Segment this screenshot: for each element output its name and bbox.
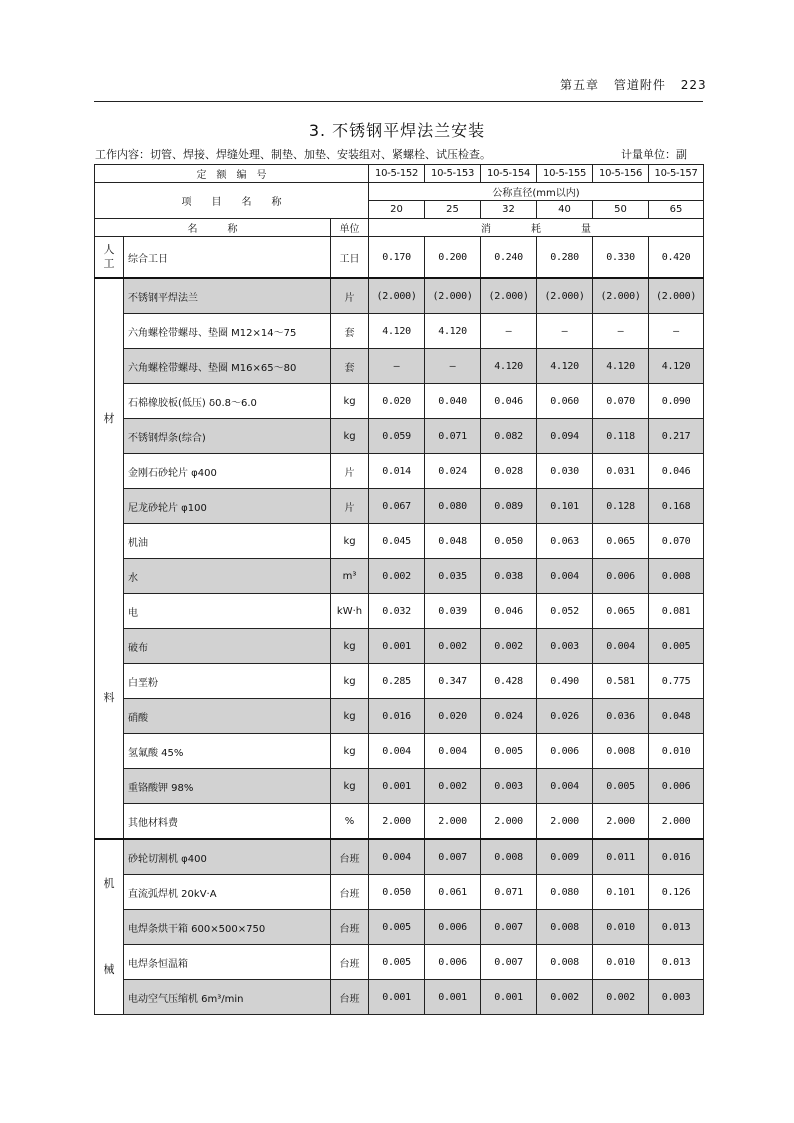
item-name: 六角螺栓带螺母、垫圈 M12×14～75 bbox=[124, 314, 331, 349]
table-row bbox=[95, 699, 704, 734]
consumption-value: 2.000 bbox=[425, 804, 481, 840]
category-char: 人 bbox=[103, 243, 115, 256]
consumption-value: 0.045 bbox=[369, 524, 425, 559]
consumption-value: 0.039 bbox=[425, 594, 481, 629]
consumption-value: 0.775 bbox=[649, 664, 704, 699]
item-unit: 台班 bbox=[331, 875, 369, 910]
item-unit: kg bbox=[331, 734, 369, 769]
consumption-value: 0.031 bbox=[593, 454, 649, 489]
table-row bbox=[95, 980, 704, 1015]
consumption-value: 0.002 bbox=[425, 769, 481, 804]
consumption-value: — bbox=[593, 314, 649, 349]
consumption-value: 0.090 bbox=[649, 384, 704, 419]
item-name: 机油 bbox=[124, 524, 331, 559]
table-row bbox=[95, 734, 704, 769]
consumption-value: 0.063 bbox=[537, 524, 593, 559]
work-content: 工作内容：切管、焊接、焊缝处理、制垫、加垫、安装组对、紧螺栓、试压检查。 bbox=[95, 148, 491, 161]
consumption-value: 0.006 bbox=[537, 734, 593, 769]
quota-code: 10-5-157 bbox=[649, 165, 704, 183]
consumption-value: 0.007 bbox=[425, 839, 481, 875]
quota-code-label: 定 额 编 号 bbox=[95, 165, 369, 183]
consumption-value: 0.048 bbox=[649, 699, 704, 734]
item-name: 不锈钢焊条(综合) bbox=[124, 419, 331, 454]
consumption-value: 0.008 bbox=[593, 734, 649, 769]
consumption-value: 0.001 bbox=[369, 629, 425, 664]
consumption-value: 0.014 bbox=[369, 454, 425, 489]
consumption-value: 4.120 bbox=[369, 314, 425, 349]
item-unit: kg bbox=[331, 629, 369, 664]
consumption-value: 0.004 bbox=[537, 559, 593, 594]
consumption-value: 0.067 bbox=[369, 489, 425, 524]
consumption-value: 0.168 bbox=[649, 489, 704, 524]
consumption-value: 0.002 bbox=[369, 559, 425, 594]
item-unit: 片 bbox=[331, 489, 369, 524]
table-row bbox=[95, 945, 704, 980]
quota-table bbox=[94, 164, 704, 1015]
consumption-value: 0.118 bbox=[593, 419, 649, 454]
table-row bbox=[95, 629, 704, 664]
consumption-value: 0.001 bbox=[369, 769, 425, 804]
item-name: 尼龙砂轮片 φ100 bbox=[124, 489, 331, 524]
consumption-value: — bbox=[369, 349, 425, 384]
consumption-value: 0.007 bbox=[481, 945, 537, 980]
consumption-value: 0.061 bbox=[425, 875, 481, 910]
consumption-value: 0.024 bbox=[425, 454, 481, 489]
table-row bbox=[95, 384, 704, 419]
consumption-value: 0.060 bbox=[537, 384, 593, 419]
category-char: 机 bbox=[103, 877, 115, 891]
consumption-value: (2.000) bbox=[425, 278, 481, 314]
table-row bbox=[95, 237, 704, 279]
consumption-value: 0.094 bbox=[537, 419, 593, 454]
consumption-value: 0.052 bbox=[537, 594, 593, 629]
name-column-header: 名 称 bbox=[95, 219, 331, 237]
consumption-value: 0.006 bbox=[425, 945, 481, 980]
diameter-value: 20 bbox=[369, 201, 425, 219]
table-row bbox=[95, 349, 704, 384]
consumption-value: 0.217 bbox=[649, 419, 704, 454]
consumption-value: 0.001 bbox=[425, 980, 481, 1015]
consumption-value: (2.000) bbox=[649, 278, 704, 314]
consumption-value: 0.581 bbox=[593, 664, 649, 699]
diameter-value: 40 bbox=[537, 201, 593, 219]
consumption-value: 0.347 bbox=[425, 664, 481, 699]
table-row bbox=[95, 875, 704, 910]
consumption-value: 0.004 bbox=[369, 839, 425, 875]
item-unit: 台班 bbox=[331, 910, 369, 945]
consumption-value: 0.013 bbox=[649, 910, 704, 945]
table-row bbox=[95, 910, 704, 945]
table-row bbox=[95, 489, 704, 524]
item-name: 白垩粉 bbox=[124, 664, 331, 699]
table-row bbox=[95, 524, 704, 559]
consumption-value: 0.071 bbox=[481, 875, 537, 910]
item-unit: kg bbox=[331, 664, 369, 699]
consumption-value: 0.008 bbox=[649, 559, 704, 594]
category-char: 料 bbox=[103, 691, 115, 705]
category-char: 材 bbox=[103, 411, 115, 425]
category-cell bbox=[95, 237, 124, 279]
consumption-value: 0.035 bbox=[425, 559, 481, 594]
consumption-value: 0.200 bbox=[425, 237, 481, 279]
consumption-value: 2.000 bbox=[537, 804, 593, 840]
item-unit: kg bbox=[331, 524, 369, 559]
table-row bbox=[95, 314, 704, 349]
consumption-value: 0.046 bbox=[649, 454, 704, 489]
consumption-value: 0.490 bbox=[537, 664, 593, 699]
consumption-value: 0.080 bbox=[537, 875, 593, 910]
table-row bbox=[95, 594, 704, 629]
consumption-value: 0.030 bbox=[537, 454, 593, 489]
quota-code: 10-5-152 bbox=[369, 165, 425, 183]
consumption-value: 0.008 bbox=[537, 910, 593, 945]
item-unit: kg bbox=[331, 419, 369, 454]
table-row bbox=[95, 278, 704, 314]
consumption-value: 0.008 bbox=[481, 839, 537, 875]
consumption-value: 2.000 bbox=[593, 804, 649, 840]
page-title: 3. 不锈钢平焊法兰安装 bbox=[308, 121, 486, 140]
item-unit: 工日 bbox=[331, 237, 369, 279]
consumption-value: 0.001 bbox=[481, 980, 537, 1015]
item-name: 金刚石砂轮片 φ400 bbox=[124, 454, 331, 489]
consumption-value: 0.330 bbox=[593, 237, 649, 279]
consumption-value: 0.020 bbox=[425, 699, 481, 734]
item-name: 电焊条恒温箱 bbox=[124, 945, 331, 980]
diameter-value: 25 bbox=[425, 201, 481, 219]
consumption-value: 0.070 bbox=[593, 384, 649, 419]
consumption-value: 0.050 bbox=[481, 524, 537, 559]
category-char: 工 bbox=[103, 257, 115, 270]
diameter-value: 32 bbox=[481, 201, 537, 219]
item-name: 综合工日 bbox=[124, 237, 331, 279]
item-name: 重铬酸钾 98% bbox=[124, 769, 331, 804]
consumption-value: 0.028 bbox=[481, 454, 537, 489]
item-unit: kg bbox=[331, 384, 369, 419]
item-unit: kg bbox=[331, 769, 369, 804]
consumption-value: 0.082 bbox=[481, 419, 537, 454]
consumption-value: 0.016 bbox=[369, 699, 425, 734]
consumption-value: 0.101 bbox=[593, 875, 649, 910]
consumption-value: (2.000) bbox=[593, 278, 649, 314]
header-rule bbox=[94, 101, 703, 102]
item-unit: 片 bbox=[331, 278, 369, 314]
quota-code: 10-5-156 bbox=[593, 165, 649, 183]
item-unit: % bbox=[331, 804, 369, 840]
item-name: 电 bbox=[124, 594, 331, 629]
consumption-value: 0.003 bbox=[537, 629, 593, 664]
consumption-value: 0.005 bbox=[649, 629, 704, 664]
item-unit: 台班 bbox=[331, 945, 369, 980]
category-cell bbox=[95, 278, 124, 839]
consumption-column-header: 消 耗 量 bbox=[369, 219, 704, 237]
unit-note: 计量单位：副 bbox=[621, 148, 687, 161]
consumption-value: 0.038 bbox=[481, 559, 537, 594]
consumption-value: 0.002 bbox=[425, 629, 481, 664]
nominal-diameter-label: 公称直径(mm以内) bbox=[369, 183, 704, 201]
consumption-value: 0.010 bbox=[593, 910, 649, 945]
diameter-value: 65 bbox=[649, 201, 704, 219]
category-cell bbox=[95, 839, 124, 1015]
consumption-value: 0.005 bbox=[481, 734, 537, 769]
consumption-value: 2.000 bbox=[649, 804, 704, 840]
page-number: 223 bbox=[680, 78, 707, 92]
consumption-value: 0.240 bbox=[481, 237, 537, 279]
consumption-value: 0.170 bbox=[369, 237, 425, 279]
consumption-value: 0.016 bbox=[649, 839, 704, 875]
consumption-value: 4.120 bbox=[537, 349, 593, 384]
consumption-value: 0.005 bbox=[593, 769, 649, 804]
consumption-value: 0.070 bbox=[649, 524, 704, 559]
consumption-value: 0.009 bbox=[537, 839, 593, 875]
consumption-value: 0.059 bbox=[369, 419, 425, 454]
item-name: 石棉橡胶板(低压) δ0.8～6.0 bbox=[124, 384, 331, 419]
item-name: 直流弧焊机 20kV·A bbox=[124, 875, 331, 910]
consumption-value: 0.002 bbox=[593, 980, 649, 1015]
table-row bbox=[95, 559, 704, 594]
consumption-value: — bbox=[481, 314, 537, 349]
consumption-value: — bbox=[425, 349, 481, 384]
consumption-value: (2.000) bbox=[537, 278, 593, 314]
consumption-value: — bbox=[649, 314, 704, 349]
item-unit: 套 bbox=[331, 314, 369, 349]
consumption-value: 0.004 bbox=[425, 734, 481, 769]
consumption-value: 0.004 bbox=[593, 629, 649, 664]
consumption-value: 0.010 bbox=[649, 734, 704, 769]
consumption-value: 2.000 bbox=[481, 804, 537, 840]
item-name: 不锈钢平焊法兰 bbox=[124, 278, 331, 314]
item-name: 水 bbox=[124, 559, 331, 594]
section-label: 管道附件 bbox=[613, 78, 666, 92]
table-row bbox=[95, 804, 704, 840]
chapter-label: 第五章 bbox=[560, 78, 600, 92]
consumption-value: 0.128 bbox=[593, 489, 649, 524]
consumption-value: 0.008 bbox=[537, 945, 593, 980]
consumption-value: 0.005 bbox=[369, 910, 425, 945]
consumption-value: 0.101 bbox=[537, 489, 593, 524]
consumption-value: 0.036 bbox=[593, 699, 649, 734]
consumption-value: 0.004 bbox=[537, 769, 593, 804]
item-name: 硝酸 bbox=[124, 699, 331, 734]
quota-code: 10-5-153 bbox=[425, 165, 481, 183]
table-row bbox=[95, 419, 704, 454]
consumption-value: 0.032 bbox=[369, 594, 425, 629]
item-unit: kW·h bbox=[331, 594, 369, 629]
consumption-value: 0.081 bbox=[649, 594, 704, 629]
consumption-value: 4.120 bbox=[481, 349, 537, 384]
item-unit: 片 bbox=[331, 454, 369, 489]
consumption-value: 0.026 bbox=[537, 699, 593, 734]
table-row bbox=[95, 454, 704, 489]
category-char: 械 bbox=[103, 962, 115, 976]
consumption-value: 0.007 bbox=[481, 910, 537, 945]
consumption-value: 0.003 bbox=[649, 980, 704, 1015]
consumption-value: 0.006 bbox=[593, 559, 649, 594]
consumption-value: 0.002 bbox=[537, 980, 593, 1015]
consumption-value: 0.003 bbox=[481, 769, 537, 804]
consumption-value: 2.000 bbox=[369, 804, 425, 840]
item-name: 其他材料费 bbox=[124, 804, 331, 840]
consumption-value: 0.126 bbox=[649, 875, 704, 910]
work-content-line bbox=[95, 146, 703, 162]
item-name: 电焊条烘干箱 600×500×750 bbox=[124, 910, 331, 945]
item-name: 六角螺栓带螺母、垫圈 M16×65～80 bbox=[124, 349, 331, 384]
quota-code: 10-5-155 bbox=[537, 165, 593, 183]
item-unit: kg bbox=[331, 699, 369, 734]
table-row bbox=[95, 769, 704, 804]
consumption-value: — bbox=[537, 314, 593, 349]
item-unit: m³ bbox=[331, 559, 369, 594]
consumption-value: 4.120 bbox=[593, 349, 649, 384]
item-unit: 台班 bbox=[331, 980, 369, 1015]
consumption-value: 0.280 bbox=[537, 237, 593, 279]
item-name: 砂轮切割机 φ400 bbox=[124, 839, 331, 875]
unit-column-header: 单位 bbox=[331, 219, 369, 237]
consumption-value: 0.020 bbox=[369, 384, 425, 419]
consumption-value: 0.050 bbox=[369, 875, 425, 910]
diameter-value: 50 bbox=[593, 201, 649, 219]
consumption-value: 0.089 bbox=[481, 489, 537, 524]
consumption-value: 0.071 bbox=[425, 419, 481, 454]
consumption-value: 0.065 bbox=[593, 594, 649, 629]
consumption-value: (2.000) bbox=[481, 278, 537, 314]
item-unit: 台班 bbox=[331, 839, 369, 875]
consumption-value: 0.420 bbox=[649, 237, 704, 279]
consumption-value: 0.046 bbox=[481, 384, 537, 419]
quota-code: 10-5-154 bbox=[481, 165, 537, 183]
consumption-value: 0.010 bbox=[593, 945, 649, 980]
consumption-value: 0.065 bbox=[593, 524, 649, 559]
item-unit: 套 bbox=[331, 349, 369, 384]
table-row bbox=[95, 664, 704, 699]
consumption-value: 0.024 bbox=[481, 699, 537, 734]
consumption-value: 4.120 bbox=[425, 314, 481, 349]
consumption-value: 0.285 bbox=[369, 664, 425, 699]
item-name: 氢氟酸 45% bbox=[124, 734, 331, 769]
consumption-value: 0.005 bbox=[369, 945, 425, 980]
consumption-value: 0.080 bbox=[425, 489, 481, 524]
consumption-value: 0.004 bbox=[369, 734, 425, 769]
consumption-value: 0.048 bbox=[425, 524, 481, 559]
consumption-value: 0.011 bbox=[593, 839, 649, 875]
consumption-value: 4.120 bbox=[649, 349, 704, 384]
consumption-value: 0.006 bbox=[649, 769, 704, 804]
item-name-label: 项 目 名 称 bbox=[95, 183, 369, 219]
consumption-value: 0.002 bbox=[481, 629, 537, 664]
item-name: 电动空气压缩机 6m³/min bbox=[124, 980, 331, 1015]
consumption-value: 0.428 bbox=[481, 664, 537, 699]
consumption-value: 0.013 bbox=[649, 945, 704, 980]
running-header bbox=[560, 76, 717, 93]
consumption-value: 0.046 bbox=[481, 594, 537, 629]
table-row bbox=[95, 839, 704, 875]
consumption-value: 0.006 bbox=[425, 910, 481, 945]
item-name: 破布 bbox=[124, 629, 331, 664]
consumption-value: 0.040 bbox=[425, 384, 481, 419]
consumption-value: (2.000) bbox=[369, 278, 425, 314]
consumption-value: 0.001 bbox=[369, 980, 425, 1015]
